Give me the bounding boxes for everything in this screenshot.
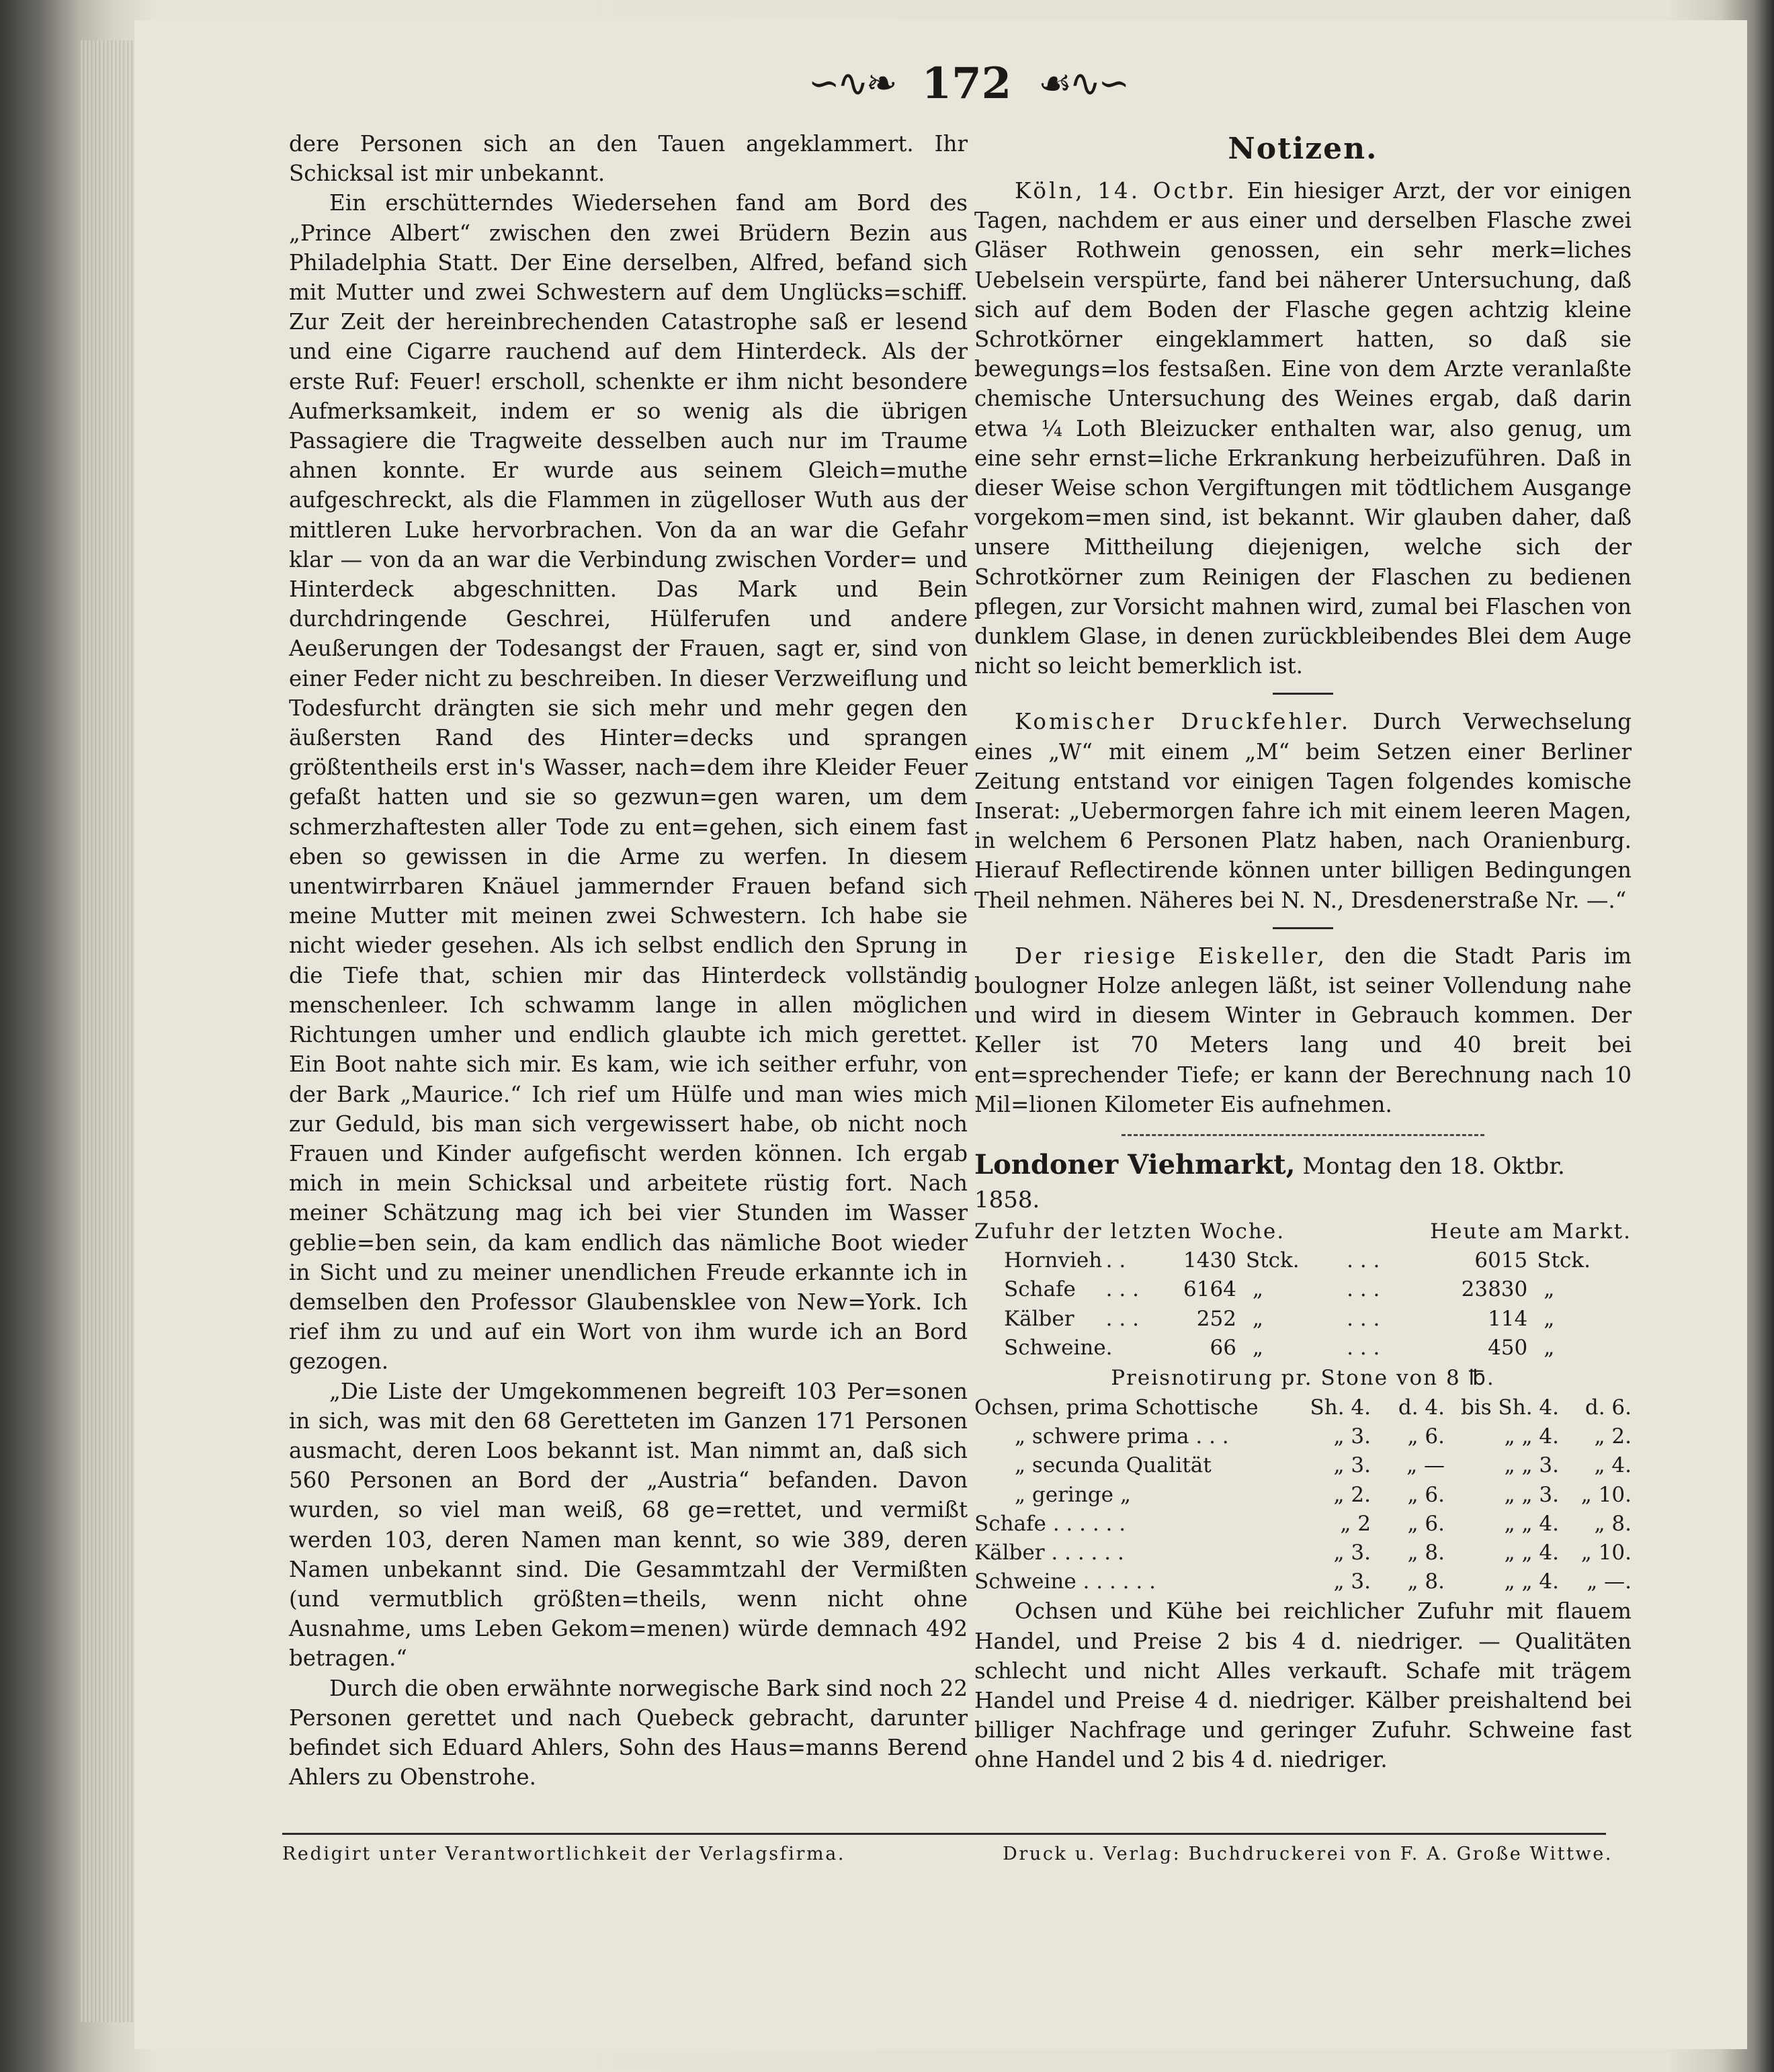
supply-unit: Stck. (1537, 1248, 1591, 1273)
page-edges (81, 40, 134, 2022)
price-from-sh: „ 2 (1340, 1511, 1371, 1536)
left-paragraph-3: „Die Liste der Umgekommenen begreift 103 Per=sonen in sich, was mit den 68 Geretteten im Ganzen 171 Personen ausmacht, deren Loos bekannt ist. Man nimmt an, daß sich 560 Personen an Bord der „Austria“ befanden. Davon wurden, so viel man weiß, 68 ge=rettet, und vermißt werden 103, deren Namen man kennt, so wie 389, deren Namen unbekannt sind. Die Gesammtzahl der Vermißten (und vermutblich größten=theils, wenn nicht ohne Ausnahme, ums Leben Gekom=menen) würde demnach 492 betragen.“ (289, 1378, 968, 1672)
price-to-d: „ 4. (1594, 1453, 1632, 1478)
table-row (974, 1393, 1632, 1422)
market-title (974, 1148, 1632, 1217)
separator-rule-3 (1122, 1134, 1484, 1136)
supply-unit: „ (1252, 1306, 1263, 1331)
price-to-sh: „ „ 3. (1504, 1482, 1559, 1507)
supply-dots: . . . (1347, 1306, 1380, 1331)
supply-dots: . . . (1347, 1277, 1380, 1302)
supply-unit: „ (1544, 1335, 1555, 1360)
price-label: Schweine . . . . . . (974, 1569, 1156, 1594)
price-to-sh: „ „ 4. (1504, 1424, 1559, 1449)
price-table-title: Preisnotirung pr. Stone von 8 ℔. (1111, 1365, 1495, 1390)
price-from-d: „ 6. (1407, 1511, 1445, 1536)
price-to-sh: bis Sh. 4. (1460, 1395, 1559, 1420)
price-label: „ secunda Qualität (1015, 1453, 1212, 1478)
supply-name: Hornvieh (1004, 1248, 1103, 1273)
price-from-d: „ — (1406, 1453, 1445, 1478)
price-to-d: „ 10. (1580, 1540, 1632, 1565)
left-paragraph-2: Ein erschütterndes Wiedersehen fand am Bord des „Prince Albert“ zwischen den zwei Brüdern Bezin aus Philadelphia Statt. Der Eine derselben, Alfred, befand sich mit Mutter und zwei Schwestern auf dem Unglücks=schiff. Zur Zeit der hereinbrechenden Catastrophe saß er lesend und eine Cigarre rauchend auf dem Hinterdeck. Als der erste Ruf: Feuer! erscholl, schenkte er ihm nicht besondere Aufmerksamkeit, indem er so wenig als die übrigen Passagiere die Tragweite desselben auch nur im Traume ahnen konnte. Er wurde aus seinem Gleich=muthe aufgeschreckt, als die Flammen in zügelloser Wuth aus der mittleren Luke hervorbrachen. Von da an war die Gefahr klar — von da an war die Verbindung zwischen Vorder= und Hinterdeck abgeschnitten. Das Mark und Bein durchdringende Geschrei, Hülferufen und andere Aeußerungen der Todesangst der Frauen, sagt er, sind von einer Feder nicht zu beschreiben. In dieser Verzweiflung und Todesfurcht drängten sie sich mehr und mehr gegen den äußersten Rand des Hinter=decks und sprangen größtentheils erst in's Wasser, nach=dem ihre Kleider Feuer gefaßt hatten und sie so gezwun=gen waren, um dem schmerzhaftesten aller Tode zu ent=gehen, sich einem fast eben so gewissen in die Arme zu werfen. In diesem unentwirrbaren Knäuel jammernder Frauen befand sich meine Mutter mit meinen zwei Schwestern. Ich habe sie nicht wieder gesehen. Als ich selbst endlich den Sprung in die Tiefe that, schien mir das Hinterdeck vollständig menschenleer. Ich schwamm lange in allen möglichen Richtungen umher und endlich glaubte ich mich gerettet. Ein Boot nahte sich mir. Es kam, wie ich seither erfuhr, von der Bark „Maurice.“ Ich rief um Hülfe und man wies mich zur Geduld, bis man sich vergewissert habe, ob nicht noch Frauen und Kinder aufgefischt werden können. Ich ergab mich in mein Schicksal und arbeitete rüstig fort. Nach meiner Schätzung mag ich bei vier Stunden im Wasser geblie=ben sein, da kam endlich das nämliche Boot wieder in Sicht und zu meiner unendlichen Freude erkannte ich in demselben den Professor Glaubensklee von New=York. Ich rief ihm zu und auf ein Wort von ihm wurde ich an Bord gezogen. (289, 190, 968, 1375)
supply-unit: „ (1252, 1335, 1263, 1360)
price-to-d: „ —. (1587, 1569, 1632, 1594)
price-from-d: „ 8. (1407, 1540, 1445, 1565)
supply-dots: . . . (1347, 1335, 1380, 1360)
price-from-d: d. 4. (1398, 1395, 1445, 1420)
price-to-sh: „ „ 3. (1504, 1453, 1559, 1478)
supply-unit: „ (1544, 1306, 1555, 1331)
market-head-last-week: Zufuhr der letzten Woche. (974, 1219, 1285, 1244)
notiz-eiskeller-text: den die Stadt Paris im boulogner Holze anlegen läßt, ist seiner Vollendung nahe und wird in diesem Winter in Gebrauch kommen. Der Keller ist 70 Meters lang und 40 breit bei ent=sprechender Tiefe; er kann der Berechnung nach 10 Mil=lionen Kilometer Eis aufnehmen. (974, 943, 1632, 1117)
price-from-sh: „ 2. (1333, 1482, 1371, 1507)
supply-name: Kälber (1004, 1306, 1074, 1331)
footer-editor-note: Redigirt unter Verantwortlichkeit der Verlagsfirma. (282, 1844, 846, 1864)
notiz-koeln-text: Ein hiesiger Arzt, der vor einigen Tagen, nachdem er aus einer und derselben Flasche zwei Gläser Rothwein genossen, ein sehr merk=liches Uebelsein verspürte, fand bei näherer Untersuchung, daß sich auf dem Boden der Flasche gegen achtzig kleine Schrotkörner eingeklammert hatten, so daß sie bewegungs=los festsaßen. Eine von dem Arzte veranlaßte chemische Untersuchung des Weines ergab, daß darin etwa ¼ Loth Bleizucker enthalten war, also genug, um eine sehr ernst=liche Erkrankung herbeizuführen. Daß in dieser Weise schon Vergiftungen mit tödtlichem Ausgange vorgekom=men sind, ist bekannt. Wir glauben daher, daß unsere Mittheilung diejenigen, welche sich der Schrotkörner zum Reinigen der Flaschen zu bedienen pflegen, zur Vorsicht mahnen wird, zumal bei Flaschen von dunklem Glase, in denen zurückbleibendes Blei dem Auge nicht so leicht bemerklich ist. (974, 178, 1632, 679)
page-number: 172 (921, 58, 1012, 109)
notiz-koeln-lead: Köln, 14. Octbr. (1015, 178, 1237, 204)
market-head-today: Heute am Markt. (1430, 1219, 1632, 1244)
notiz-eiskeller (974, 941, 1632, 1119)
price-to-d: „ 8. (1594, 1511, 1632, 1536)
separator-rule-2 (1273, 927, 1333, 929)
market-column-headers (974, 1217, 1632, 1246)
footer-printer-note: Druck u. Verlag: Buchdruckerei von F. A. Große Wittwe. (1003, 1844, 1613, 1864)
supply-table (974, 1246, 1632, 1363)
supply-today: 114 (1488, 1306, 1528, 1331)
left-column (289, 129, 968, 1792)
price-label: Ochsen, prima Schottische (974, 1395, 1259, 1420)
price-label: Kälber . . . . . . (974, 1540, 1124, 1565)
table-row (974, 1567, 1632, 1596)
price-from-sh: Sh. 4. (1310, 1395, 1371, 1420)
supply-last-week: 66 (1210, 1335, 1236, 1360)
price-from-d: „ 8. (1407, 1569, 1445, 1594)
footer-rule (282, 1833, 1606, 1835)
price-to-d: „ 2. (1594, 1424, 1632, 1449)
notiz-druckfehler-lead: Komischer Druckfehler. (1015, 709, 1351, 735)
supply-today: 450 (1488, 1335, 1528, 1360)
supply-name: Schafe (1004, 1277, 1076, 1302)
supply-dots: . . (1105, 1248, 1126, 1273)
notiz-koeln (974, 176, 1632, 681)
supply-today: 6015 (1474, 1248, 1528, 1273)
table-row (974, 1305, 1632, 1334)
supply-unit: Stck. (1245, 1248, 1300, 1273)
supply-unit: „ (1544, 1277, 1555, 1302)
separator-rule-1 (1273, 693, 1333, 695)
supply-today: 23830 (1461, 1277, 1528, 1302)
left-paragraph-1: dere Personen sich an den Tauen angeklammert. Ihr Schicksal ist mir unbekannt. (289, 131, 968, 187)
price-to-d: „ 10. (1580, 1482, 1632, 1507)
page-footer (282, 1841, 1613, 1868)
supply-dots: . . . (1347, 1248, 1380, 1273)
price-label: „ geringe „ (1015, 1482, 1131, 1507)
market-summary: Ochsen und Kühe bei reichlicher Zufuhr mit flauem Handel, und Preise 2 bis 4 d. niedriger. — Qualitäten schlecht und nicht Alles verkauft. Schafe mit trägem Handel und Preise 4 d. niedriger. Kälber preishaltend bei billiger Nachfrage und geringer Zufuhr. Schweine fast ohne Handel und 2 bis 4 d. niedriger. (974, 1598, 1632, 1773)
price-to-sh: „ „ 4. (1504, 1511, 1559, 1536)
supply-unit: „ (1252, 1277, 1263, 1302)
supply-last-week: 6164 (1183, 1277, 1236, 1302)
price-to-sh: „ „ 4. (1504, 1569, 1559, 1594)
price-from-d: „ 6. (1407, 1482, 1445, 1507)
table-row (974, 1539, 1632, 1567)
price-from-sh: „ 3. (1333, 1424, 1371, 1449)
notiz-eiskeller-lead: Der riesige Eiskeller, (1015, 943, 1327, 969)
right-ornament-icon: ☙∿∽ (1038, 62, 1128, 105)
left-ornament-icon: ∽∿❧ (808, 62, 895, 105)
table-row (974, 1275, 1632, 1304)
price-label: „ schwere prima . . . (1015, 1424, 1229, 1449)
notiz-druckfehler-text: Durch Verwechselung eines „W“ mit einem „M“ beim Setzen einer Berliner Zeitung entstand vor einigen Tagen folgendes komische Inserat: „Uebermorgen fahre ich mit einem leeren Magen, in welchem 6 Personen Platz haben, nach Oranienburg. Hierauf Reflectirende können unter billigen Bedingungen Theil nehmen. Näheres bei N. N., Dresdenerstraße Nr. —.“ (974, 709, 1632, 913)
notiz-druckfehler (974, 707, 1632, 914)
price-from-sh: „ 3. (1333, 1453, 1371, 1478)
supply-dots: . . . (1105, 1306, 1139, 1331)
supply-last-week: 1430 (1183, 1248, 1236, 1273)
table-row (974, 1334, 1632, 1363)
price-label: Schafe . . . . . . (974, 1511, 1126, 1536)
right-column (974, 129, 1632, 1775)
price-from-sh: „ 3. (1333, 1540, 1371, 1565)
price-table (974, 1393, 1632, 1596)
price-from-d: „ 6. (1407, 1424, 1445, 1449)
market-title-date: Montag den 18. Oktbr. 1858. (974, 1153, 1565, 1214)
price-to-sh: „ „ 4. (1504, 1540, 1559, 1565)
supply-dots: . . . (1105, 1277, 1139, 1302)
supply-last-week: 252 (1196, 1306, 1236, 1331)
notizen-heading: Notizen. (1228, 132, 1378, 166)
price-from-sh: „ 3. (1333, 1569, 1371, 1594)
table-row (974, 1246, 1632, 1275)
supply-name: Schweine (1004, 1335, 1106, 1360)
page-header (806, 57, 1129, 111)
table-row (974, 1481, 1632, 1510)
table-row (974, 1510, 1632, 1539)
market-title-bold: Londoner Viehmarkt, (974, 1149, 1296, 1181)
supply-dots: . (1105, 1335, 1113, 1360)
left-paragraph-4: Durch die oben erwähnte norwegische Bark sind noch 22 Personen gerettet und nach Quebeck gebracht, darunter befindet sich Eduard Ahlers, Sohn des Haus=manns Berend Ahlers zu Obenstrohe. (289, 1675, 968, 1790)
table-row (974, 1451, 1632, 1480)
table-row (974, 1422, 1632, 1451)
price-to-d: d. 6. (1585, 1395, 1632, 1420)
